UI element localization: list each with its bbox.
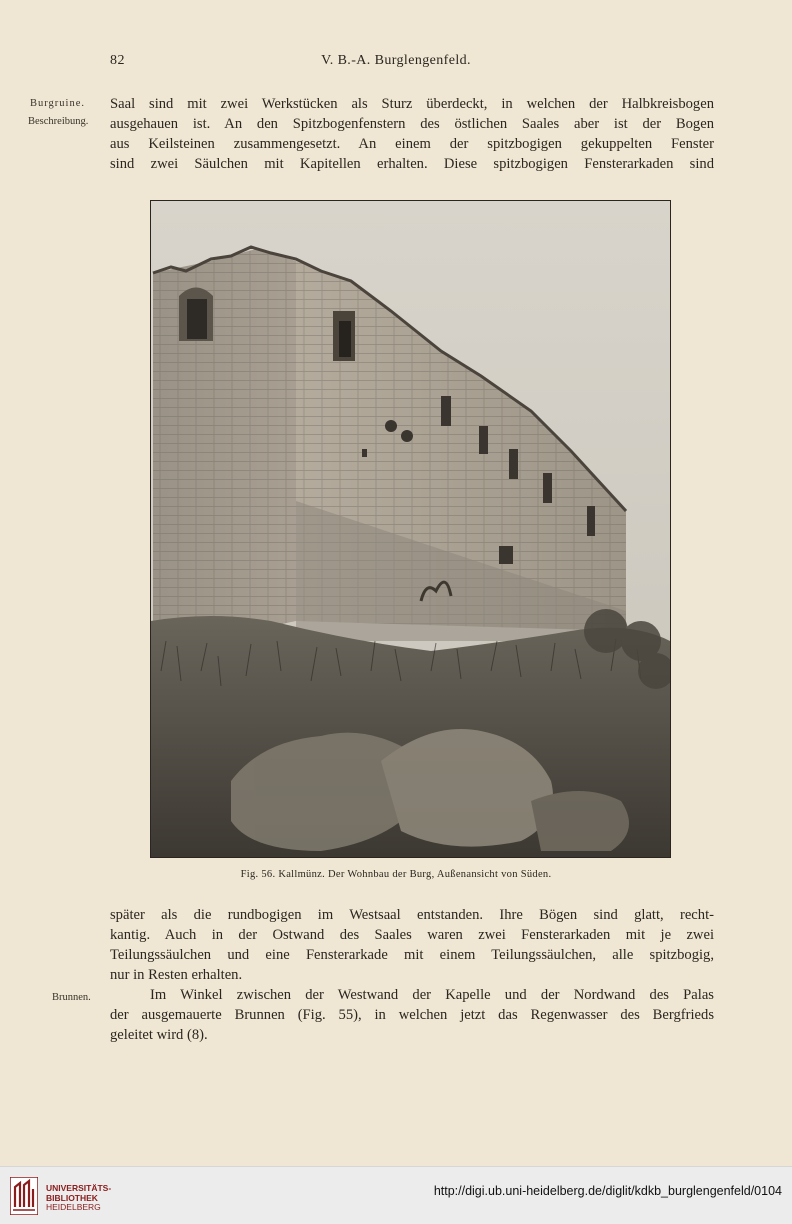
text-line: der ausgemauerte Brunnen (Fig. 55), in welchen jetzt das Regenwasser des Bergfrieds [110, 1007, 714, 1023]
page-number: 82 [110, 53, 125, 68]
permalink-url[interactable]: http://digi.ub.uni-heidelberg.de/diglit/kdkb_burglengenfeld/0104 [433, 1184, 782, 1198]
margin-note-brunnen: Brunnen. [52, 992, 91, 1003]
text-line: später als die rundbogigen im Westsaal entstanden. Ihre Bögen sind glatt, recht- [110, 907, 714, 923]
text-line: geleitet wird (8). [110, 1027, 208, 1043]
library-logo[interactable] [10, 1175, 120, 1219]
figure-photo-castle-ruin [150, 200, 671, 858]
text-line: ausgehauen ist. An den Spitzbogenfenstern des östlichen Saales aber ist der Bogen [110, 116, 714, 132]
margin-note-burgruine: Burgruine. [30, 98, 86, 109]
text-line: Saal sind mit zwei Werkstücken als Sturz überdeckt, in welchen der Halbkreisbogen [110, 96, 714, 112]
paragraph-brunnen [110, 985, 714, 1045]
text-line: Im Winkel zwischen der Westwand der Kapelle und der Nordwand des Palas [150, 987, 714, 1003]
heidelberg-logo-icon [10, 1177, 38, 1215]
text-line: kantig. Auch in der Ostwand des Saales waren zwei Fensterarkaden mit je zwei [110, 927, 714, 943]
running-head [0, 53, 792, 75]
figure-caption: Fig. 56. Kallmünz. Der Wohnbau der Burg, Außenansicht von Süden. [240, 869, 552, 880]
viewer-footer [0, 1166, 792, 1224]
text-line: nur in Resten erhalten. [110, 967, 243, 983]
text-line: sind zwei Säulchen mit Kapitellen erhalten. Diese spitzbogigen Fensterarkaden sind [110, 156, 714, 172]
paragraph-top [110, 94, 714, 174]
paragraph-bottom [110, 905, 714, 985]
text-line: Teilungssäulchen und eine Fensterarkade mit einem Teilungssäulchen, alle spitzbogig, [110, 947, 714, 963]
logo-text: UNIVERSITÄTS- BIBLIOTHEK HEIDELBERG [46, 1183, 112, 1212]
running-title: V. B.-A. Burglengenfeld. [321, 53, 471, 68]
text-line: aus Keilsteinen zusammengesetzt. An einem der spitzbogigen gekuppelten Fenster [110, 136, 714, 152]
castle-ruin-photo [151, 201, 670, 857]
margin-note-beschreibung: Beschreibung. [28, 116, 89, 127]
